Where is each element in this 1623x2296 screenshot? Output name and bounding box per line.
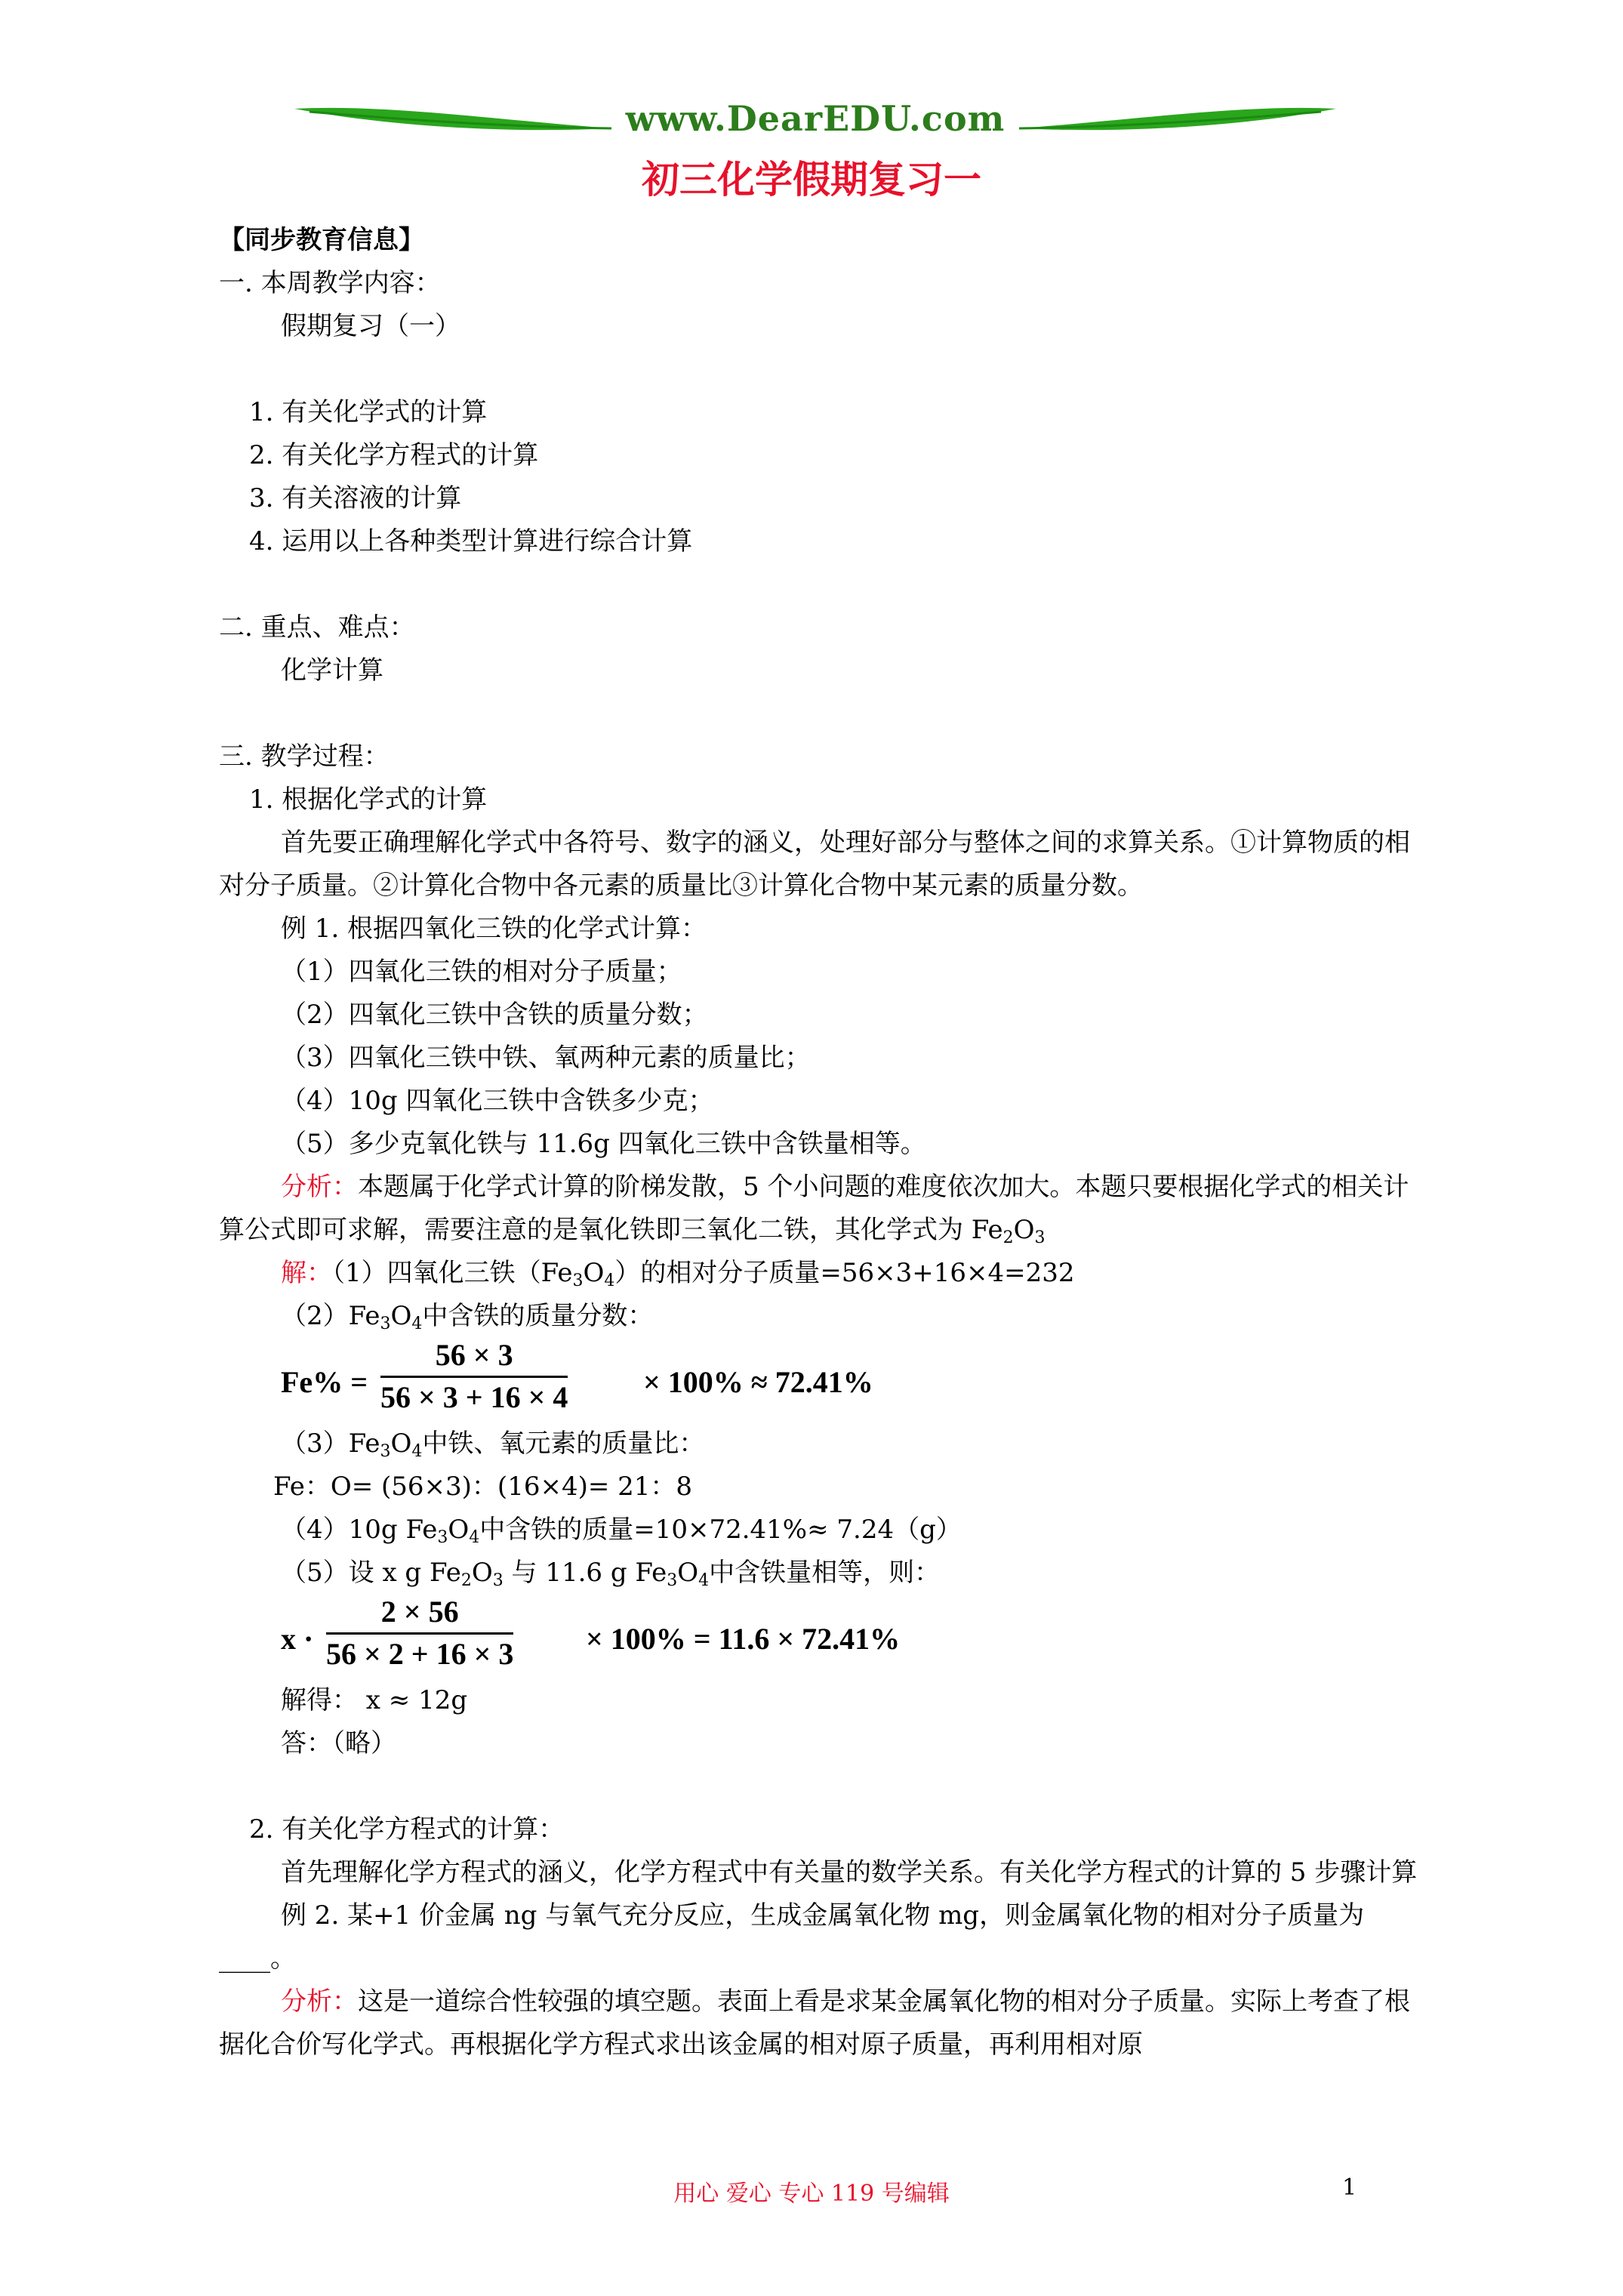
formula-lhs: Fe% =	[281, 1365, 368, 1399]
question: （3）四氧化三铁中铁、氧两种元素的质量比；	[281, 1043, 811, 1073]
section-label: 【同步教育信息】	[219, 225, 424, 255]
s2-sub: 化学计算	[281, 655, 383, 686]
solution-3: $(3)Fe_3O_4$中铁、氧元素的质量比：	[281, 1428, 705, 1461]
solution-3-ratio: Fe：O= (56×3)：(16×4)= 21：8	[273, 1472, 693, 1502]
analysis-1: 分析：本题属于化学式计算的阶梯发散，5 个小问题的难度依次加大。本题只要根据化学式的相关计算公式即可求解，需要注意的是氧化铁即三氧化二铁，其化学式为 $Fe_2O_3$	[219, 1172, 1409, 1247]
formula-denominator: 56 × 2 + 16 × 3	[326, 1637, 514, 1671]
site-url: www.DearEDU.com	[625, 98, 1006, 139]
example-2: 例 2. 某+1 价金属 ng 与氧气充分反应，生成金属氧化物 mg，则金属氧化物的相对分子质量为____。	[219, 1900, 1365, 1974]
p2-title: 2. 有关化学方程式的计算：	[249, 1814, 565, 1845]
formula-fraction	[326, 1595, 513, 1674]
formula-x	[281, 1595, 1427, 1679]
list-item: 2. 有关化学方程式的计算	[249, 440, 539, 470]
solution-label: 解：	[281, 1258, 332, 1288]
solution-1: 解：（1）四氧化三铁$(Fe_3O_4)$的相对分子质量=56×3+16×4=232	[281, 1258, 1075, 1290]
example-1: 例 1. 根据四氧化三铁的化学式计算：	[281, 914, 707, 944]
formula-denominator: 56 × 3 + 16 × 4	[380, 1380, 568, 1414]
question: （4）10g 四氧化三铁中含铁多少克；	[281, 1086, 714, 1116]
page-title: 初三化学假期复习一	[642, 157, 981, 202]
s1-heading: 一. 本周教学内容：	[219, 268, 441, 298]
analysis-label: 分析：	[281, 1986, 358, 2017]
formula-rhs: × 100% = 11.6 × 72.41%	[586, 1622, 901, 1656]
footer-note: 用心 爱心 专心 119 号编辑	[673, 2180, 950, 2207]
p1-text: 首先要正确理解化学式中各符号、数字的涵义，处理好部分与整体之间的求算关系。①计算物质的相对分子质量。②计算化合物中各元素的质量比③计算化合物中某元素的质量分数。	[219, 827, 1410, 901]
document-body	[219, 219, 1427, 2066]
p1-title: 1. 根据化学式的计算	[249, 784, 488, 815]
formula-lhs: x ·	[281, 1622, 314, 1656]
s1-sub: 假期复习（一）	[281, 311, 460, 341]
p2-text: 首先理解化学方程式的涵义，化学方程式中有关量的数学关系。有关化学方程式的计算的 5 步骤计算	[281, 1857, 1418, 1888]
question: （2）四氧化三铁中含铁的质量分数；	[281, 1000, 708, 1030]
formula-numerator: 56 × 3	[380, 1338, 568, 1378]
list-item: 4. 运用以上各种类型计算进行综合计算	[249, 526, 693, 556]
result: 解得： x ≈ 12g	[281, 1685, 468, 1715]
formula-rhs: × 100% ≈ 72.41%	[643, 1365, 873, 1399]
formula-fraction	[380, 1338, 568, 1417]
s2-heading: 二. 重点、难点：	[219, 612, 415, 643]
list-item: 3. 有关溶液的计算	[249, 483, 462, 513]
solution-4: （4）10g $Fe_3O_4$中含铁的质量=10×72.41%≈ 7.24（g）	[281, 1515, 962, 1547]
analysis-label: 分析：	[281, 1172, 358, 1202]
question: （1）四氧化三铁的相对分子质量；	[281, 957, 682, 987]
formula-fe-percent	[281, 1338, 1427, 1422]
s3-heading: 三. 教学过程：	[219, 741, 390, 772]
question: （5）多少克氧化铁与 11.6g 四氧化三铁中含铁量相等。	[281, 1129, 926, 1159]
solution-5: （5）设 x g $Fe_2O_3$ 与 11.6 g $Fe_3O_4$中含铁量相等，则：	[281, 1558, 941, 1590]
analysis-2: 分析：这是一道综合性较强的填空题。表面上看是求某金属氧化物的相对分子质量。实际上考查了根据化合价写化学式。再根据化学方程式求出该金属的相对原子质量，再利用相对原	[219, 1986, 1410, 2060]
formula-numerator: 2 × 56	[326, 1595, 513, 1635]
page-number: 1	[1342, 2174, 1357, 2201]
solution-2: $(2)Fe_3O_4$中含铁的质量分数：	[281, 1301, 654, 1333]
answer: 答：（略）	[281, 1728, 396, 1758]
list-item: 1. 有关化学式的计算	[249, 397, 488, 427]
